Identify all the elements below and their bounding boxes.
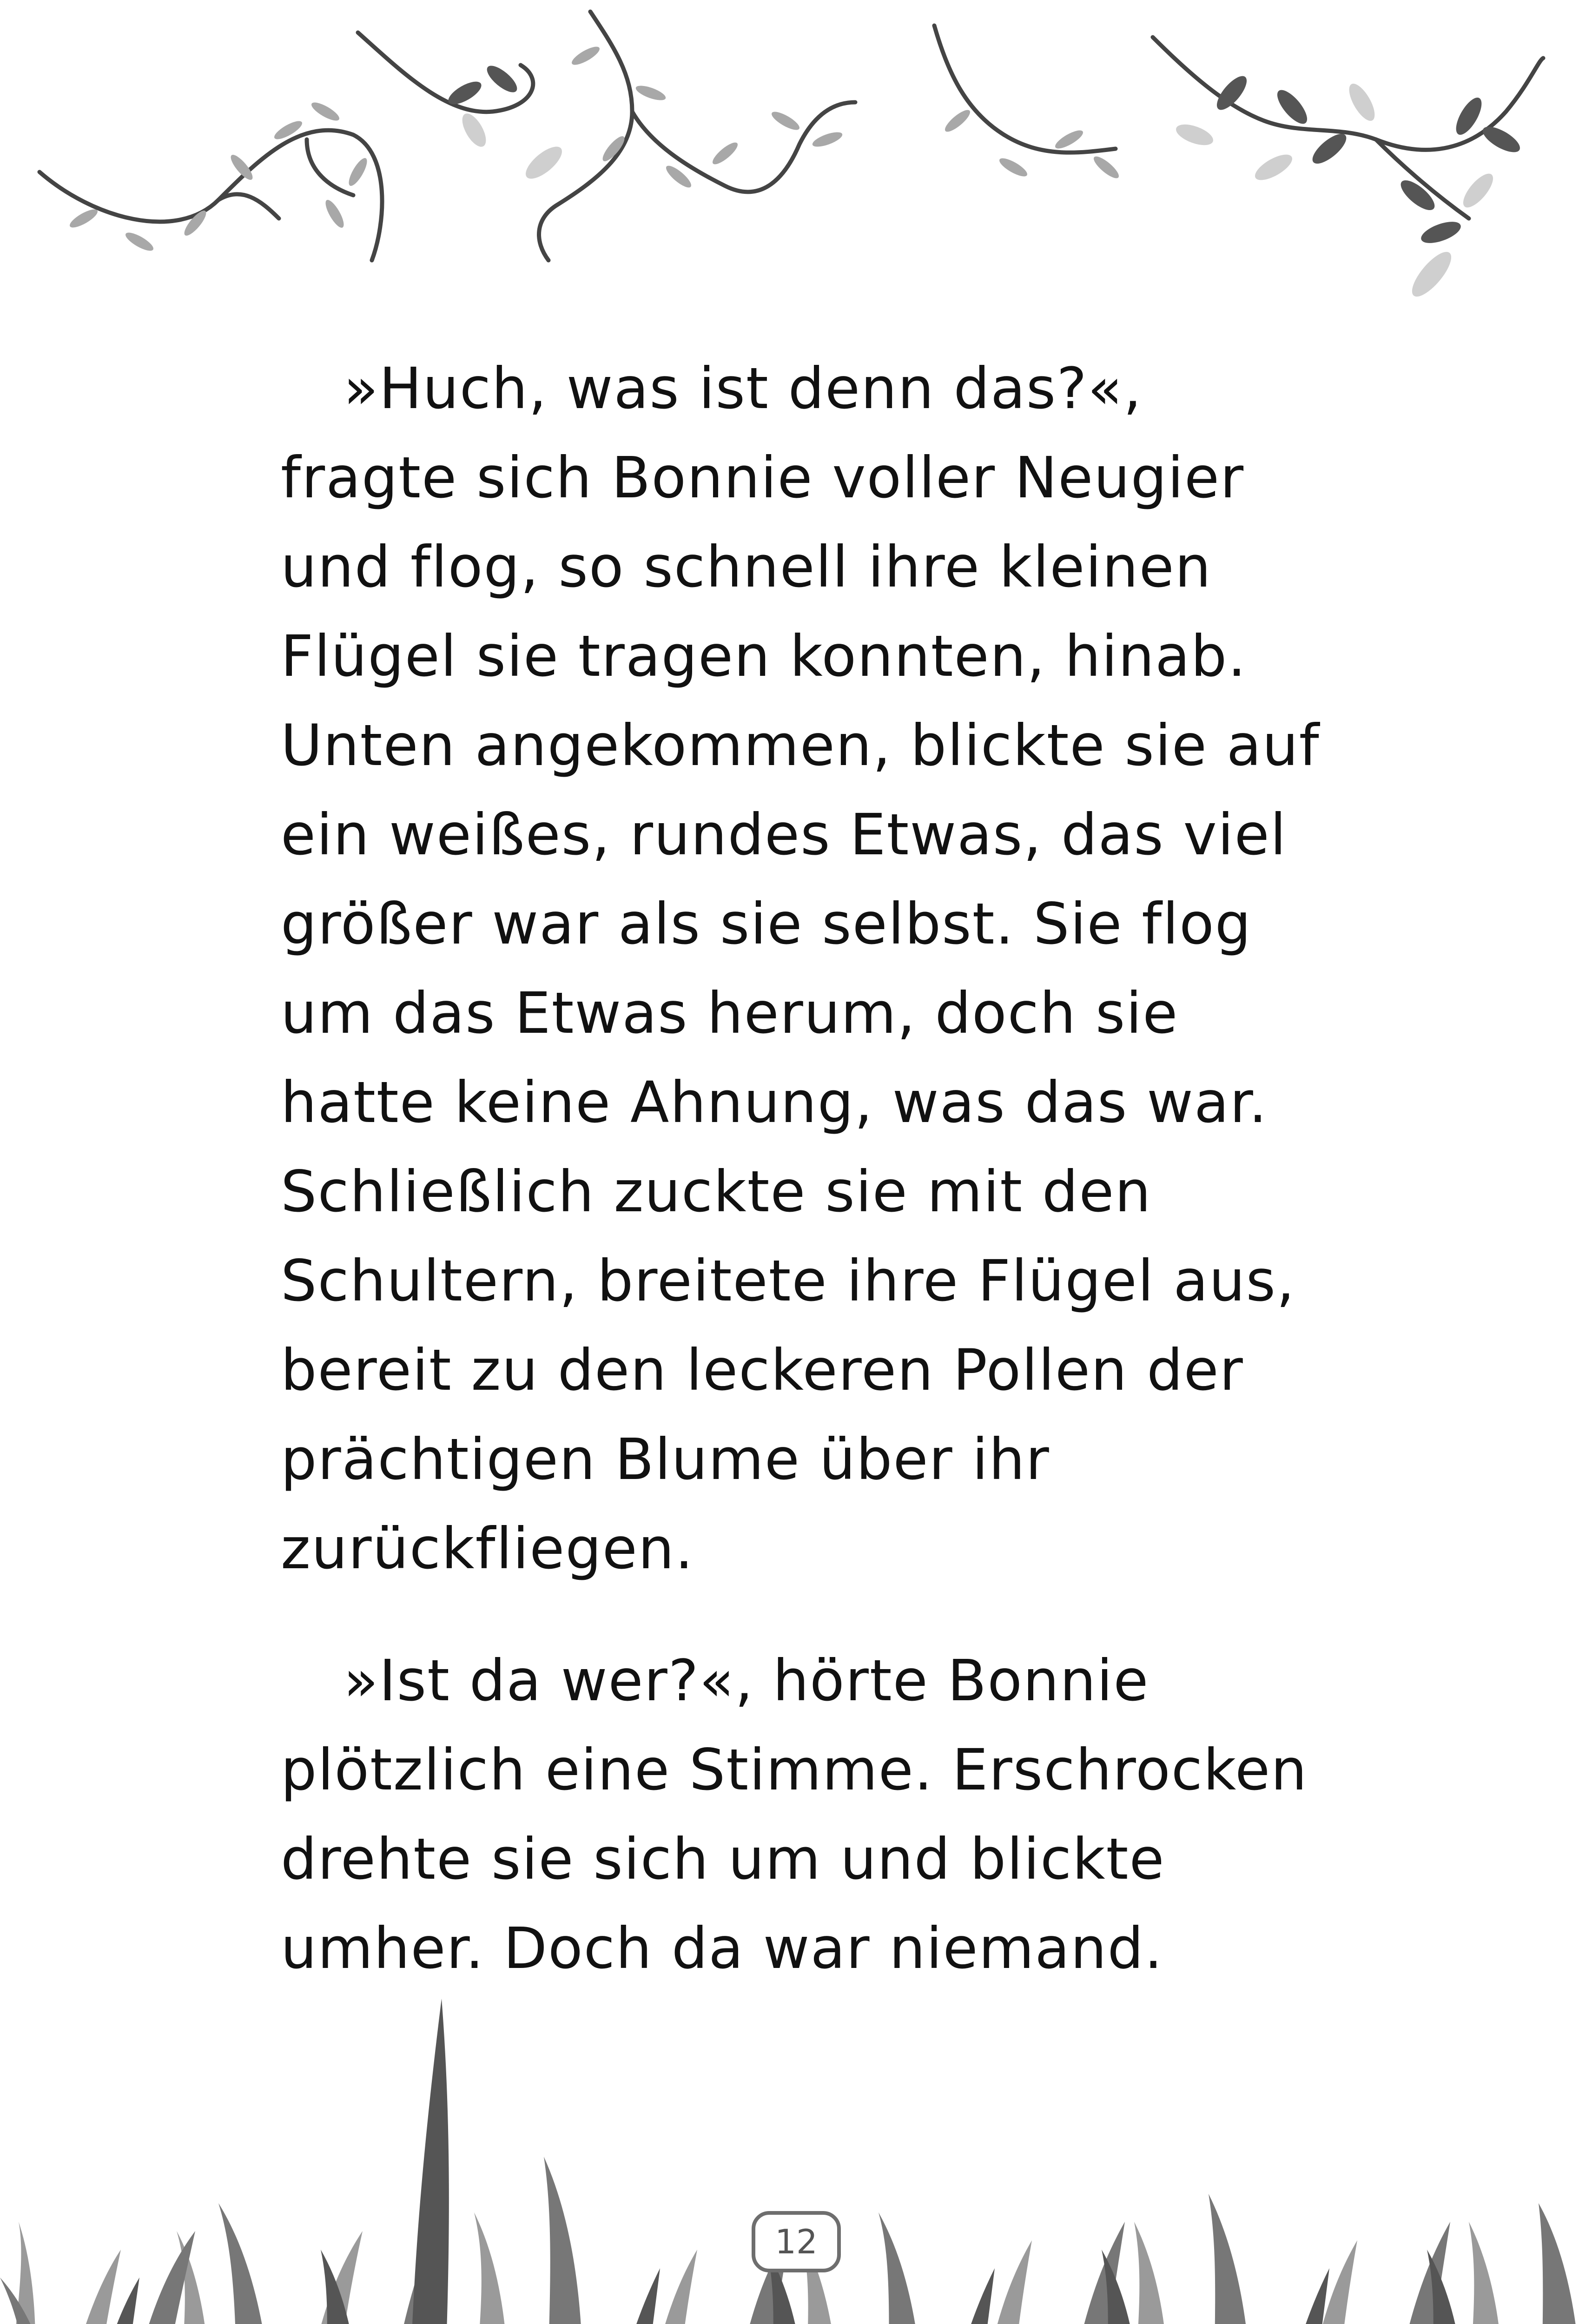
text-line: um das Etwas herum, doch sie [281,980,1179,1046]
text-line: Schultern, breitete ihre Flügel aus, [281,1248,1295,1314]
text-line: hatte keine Ahnung, was das war. [281,1070,1268,1136]
page-number: 12 [752,2211,841,2272]
grass-decoration [0,1989,1592,2324]
text-line: bereit zu den leckeren Pollen der [281,1337,1244,1403]
text-line: und flog, so schnell ihre kleinen [281,534,1212,600]
paragraph-2 [281,1636,1327,1993]
text-line: prächtigen Blume über ihr [281,1426,1050,1492]
text-line: Schließlich zuckte sie mit den [281,1159,1152,1225]
text-line: Flügel sie tragen konnten, hinab. [281,623,1247,689]
text-line: »Ist da wer?«, hörte Bonnie [344,1648,1149,1714]
text-line: größer war als sie selbst. Sie flog [281,891,1252,957]
paragraph-1 [281,344,1327,1593]
text-line: umher. Doch da war niemand. [281,1915,1163,1981]
text-line: drehte sie sich um und blickte [281,1826,1165,1892]
text-line: plötzlich eine Stimme. Erschrocken [281,1737,1308,1803]
text-line: ein weißes, rundes Etwas, das viel [281,802,1287,868]
text-line: Unten angekommen, blickte sie auf [281,713,1320,779]
text-line: fragte sich Bonnie voller Neugier [281,445,1245,511]
text-line: »Huch, was ist denn das?«, [344,356,1143,422]
text-line: zurückfliegen. [281,1516,694,1582]
story-text [281,344,1327,1993]
paragraph-gap [281,1593,1327,1636]
vine-decoration [0,0,1592,335]
